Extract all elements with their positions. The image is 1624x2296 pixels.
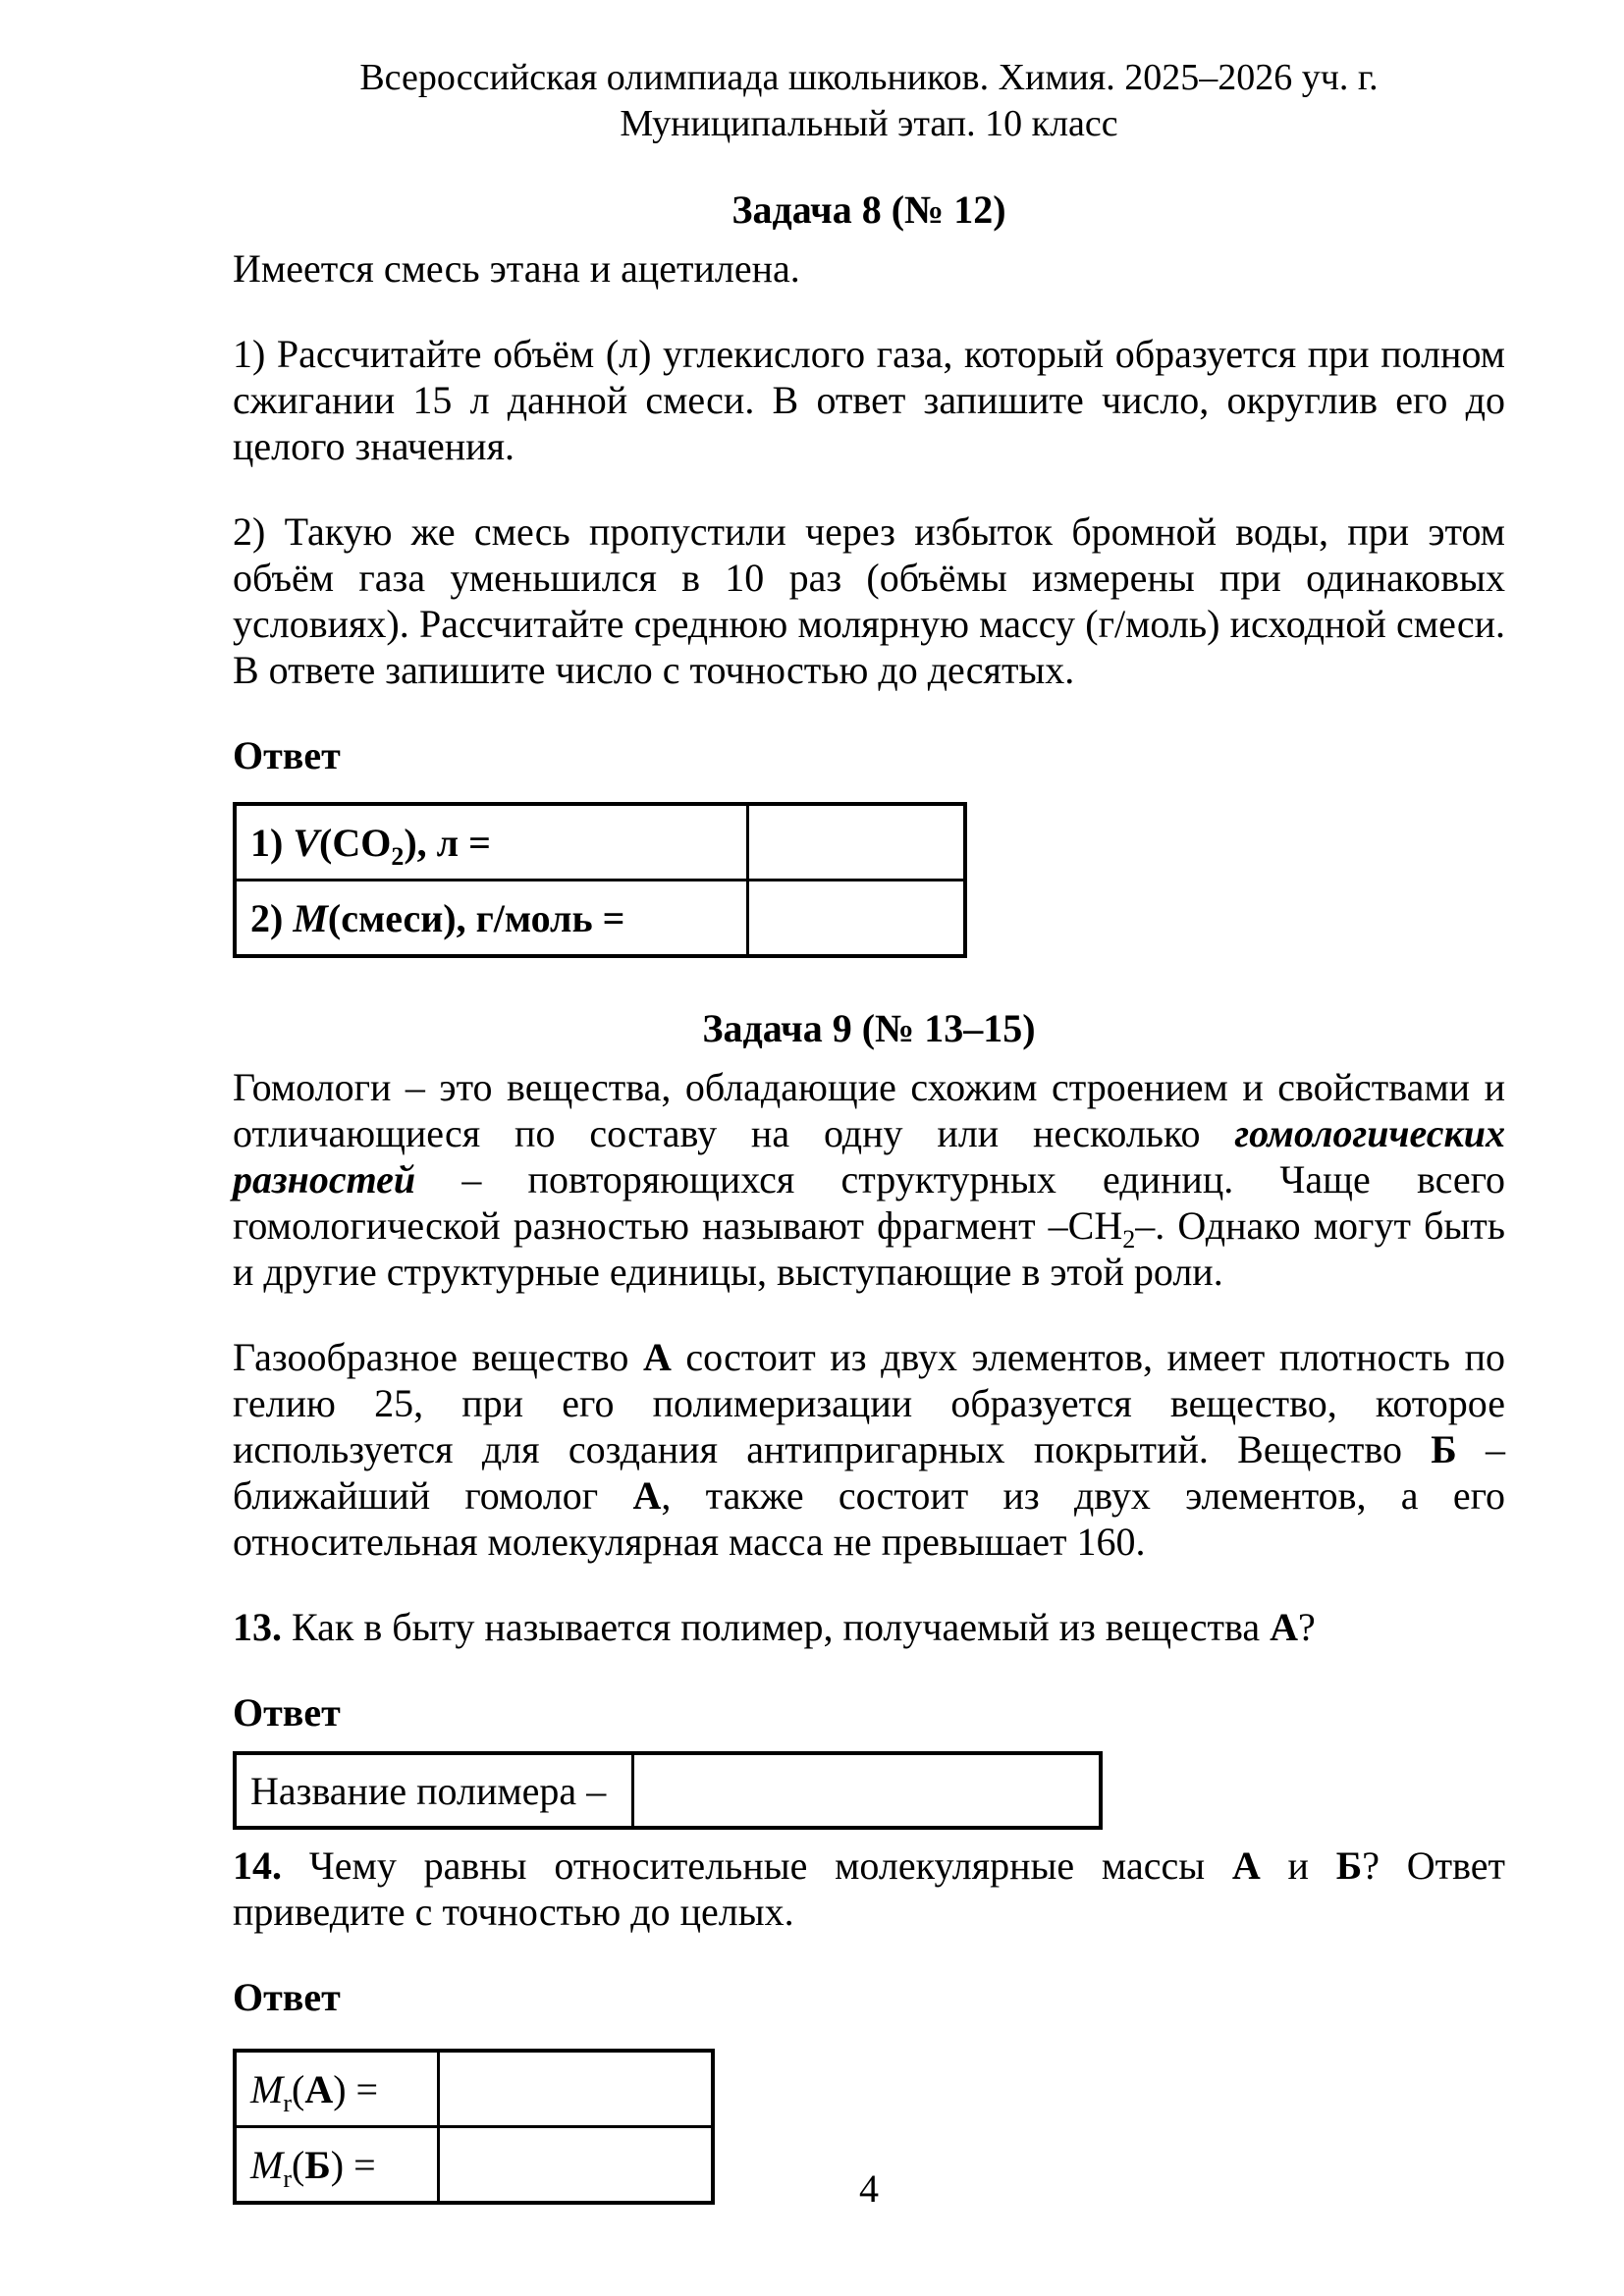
question14-answer-label: Ответ [233,1975,341,2019]
header-line-1: Всероссийская олимпиада школьников. Химия. 2025–2026 уч. г. [359,57,1379,98]
table-row [235,1753,1101,1828]
task8-question-1: 1) Рассчитайте объём (л) углекислого газа, который образуется при полном сжигании 15 л данной смеси. В ответ запишите число, округлив его до целого значения. [233,332,1505,468]
polymer-name-label: Название полимера – [235,1753,633,1828]
mr-b-label: $M_r(Б)$ = [235,2127,439,2204]
polymer-name-value [633,1753,1102,1828]
mr-a-value [439,2051,714,2127]
table-row [235,881,965,957]
table-row [235,2051,713,2127]
task8-answer-row1-label: 1) $V(CO_2)$, л = [235,804,748,881]
table-row [235,804,965,881]
page-number: 4 [859,2166,879,2211]
task8-answer-row2-value [748,881,966,957]
header-line-2: Муниципальный этап. 10 класс [620,103,1118,144]
question-14: 14. Чему равны относительные молекулярные массы А и Б? Ответ приведите с точностью до целых. [233,1843,1505,1934]
task8-answer-label: Ответ [233,733,341,777]
task8-answer-row1-value [748,804,966,881]
mr-a-label: $M_r(А)$ = [235,2051,439,2127]
task8-question-2: 2) Такую же смесь пропустили через избыток бромной воды, при этом объём газа уменьшился в 10 раз (объёмы измерены при одинаковых условиях). Рассчитайте среднюю молярную массу (г/моль) исходной смеси. В ответе запишите число с точностью до десятых. [233,509,1505,692]
task8-title: Задача 8 (№ 12) [731,187,1006,232]
polymer-answer-table [233,1751,1103,1830]
task9-title: Задача 9 (№ 13–15) [702,1006,1036,1050]
question13-answer-label: Ответ [233,1690,341,1735]
task8-intro: Имеется смесь этана и ацетилена. [233,246,800,291]
task9-intro: Гомологи – это вещества, обладающие схожим строением и свойствами и отличающиеся по составу на одну или несколько гомологических разностей – повторяющихся структурных единиц. Чаще всего гомологической разностью называют фрагмент $-CH_2-$. Однако могут быть и другие структурные единицы, выступающие в этой роли. [233,1065,1505,1294]
task9-substances: Газообразное вещество А состоит из двух элементов, имеет плотность по гелию 25, при его полимеризации образуется вещество, которое используется для создания антипригарных покрытий. Вещество Б – ближайший гомолог А, также состоит из двух элементов, а его относительная молекулярная масса не превышает 160. [233,1335,1506,1564]
question-13: 13. Как в быту называется полимер, получаемый из вещества А? [233,1605,1316,1649]
page-header [233,55,1505,147]
task8-answer-row2-label: 2) M(смеси), г/моль = [235,881,748,957]
task8-answer-table [233,802,967,958]
